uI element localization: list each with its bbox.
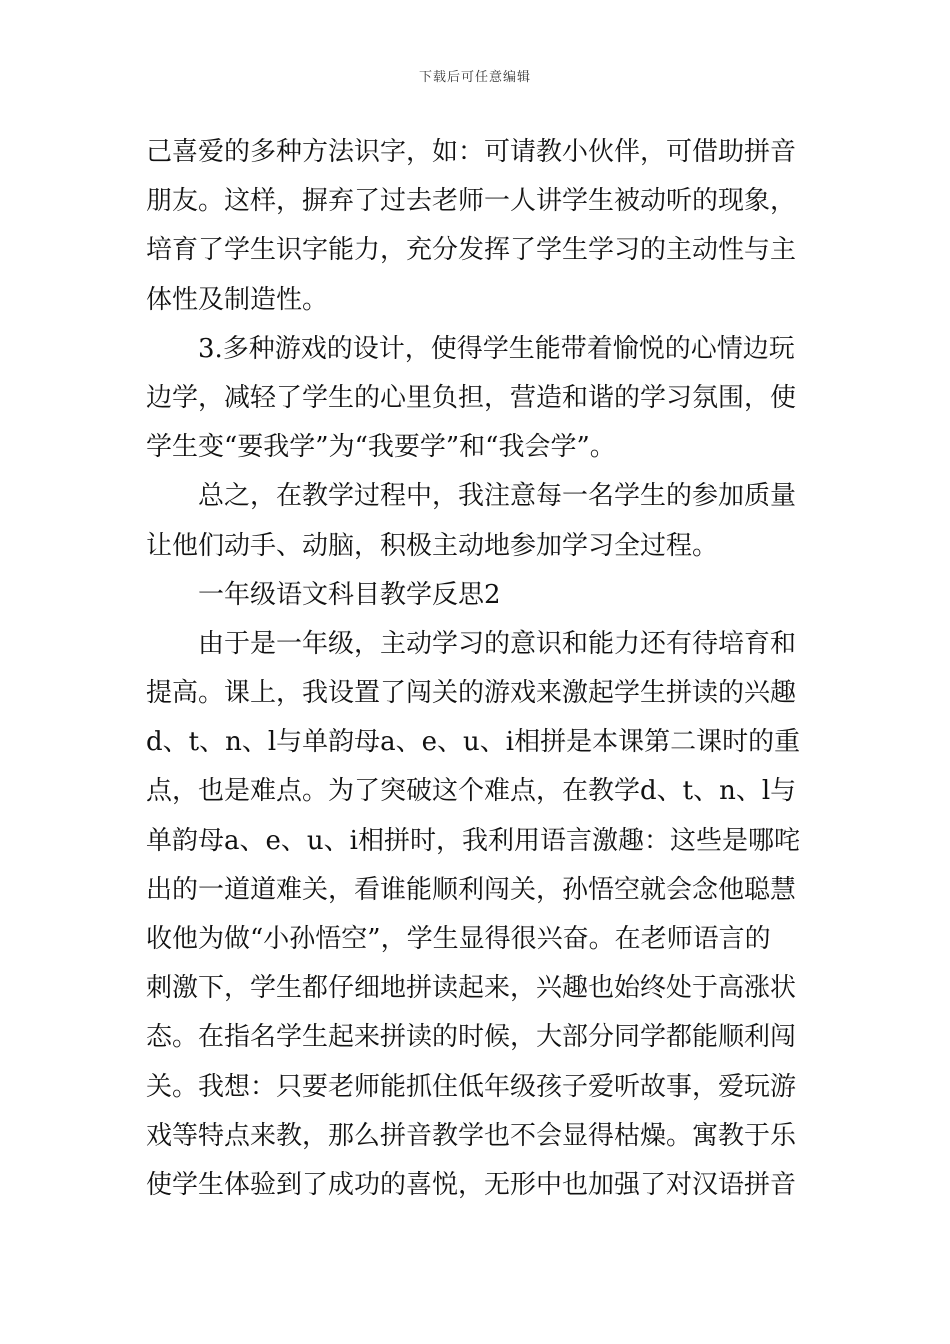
text-line: 提高。课上，我设置了闯关的游戏来激起学生拼读的兴趣 — [146, 678, 797, 709]
page-header: 下载后可任意编辑 — [418, 70, 531, 85]
text-line: 点，也是难点。为了突破这个难点，在教学d、t、n、l与 — [146, 776, 797, 807]
text-line: 总之，在教学过程中，我注意每一名学生的参加质量 — [198, 481, 797, 512]
text-line: 3.多种游戏的设计，使得学生能带着愉悦的心情边玩 — [198, 333, 795, 364]
text-line: 收他为做“小孙悟空”，学生显得很兴奋。在老师语言的 — [146, 924, 771, 954]
text-line: 戏等特点来教，那么拼音教学也不会显得枯燥。寓教于乐 — [146, 1120, 797, 1151]
text-line: 关。我想：只要老师能抓住低年级孩子爱听故事，爱玩游 — [146, 1071, 797, 1102]
text-line: 刺激下，学生都仔细地拼读起来，兴趣也始终处于高涨状 — [146, 973, 797, 1004]
section-heading: 一年级语文科目教学反思2 — [198, 579, 501, 610]
text-line: 使学生体验到了成功的喜悦，无形中也加强了对汉语拼音 — [146, 1169, 797, 1200]
text-line: 学生变“要我学”为“我要学”和“我会学”。 — [146, 432, 616, 463]
text-line: d、t、n、l与单韵母a、e、u、i相拼是本课第二课时的重 — [146, 727, 801, 758]
text-line: 体性及制造性。 — [146, 284, 329, 315]
text-line: 态。在指名学生起来拼读的时候，大部分同学都能顺利闯 — [146, 1022, 797, 1053]
text-line: 培育了学生识字能力，充分发挥了学生学习的主动性与主 — [146, 235, 797, 266]
text-line: 单韵母a、e、u、i相拼时，我利用语言激趣：这些是哪咤 — [146, 825, 800, 856]
document-body — [146, 128, 810, 1210]
text-line: 由于是一年级，主动学习的意识和能力还有待培育和 — [198, 628, 797, 659]
text-line: 出的一道道难关，看谁能顺利闯关，孙悟空就会念他聪慧 — [146, 874, 797, 905]
text-line: 己喜爱的多种方法识字，如：可请教小伙伴，可借助拼音 — [146, 137, 797, 167]
text-line: 朋友。这样，摒弃了过去老师一人讲学生被动听的现象， — [146, 186, 797, 217]
text-line: 让他们动手、动脑，积极主动地参加学习全过程。 — [146, 530, 719, 561]
text-line: 边学，减轻了学生的心里负担，营造和谐的学习氛围，使 — [146, 382, 797, 413]
